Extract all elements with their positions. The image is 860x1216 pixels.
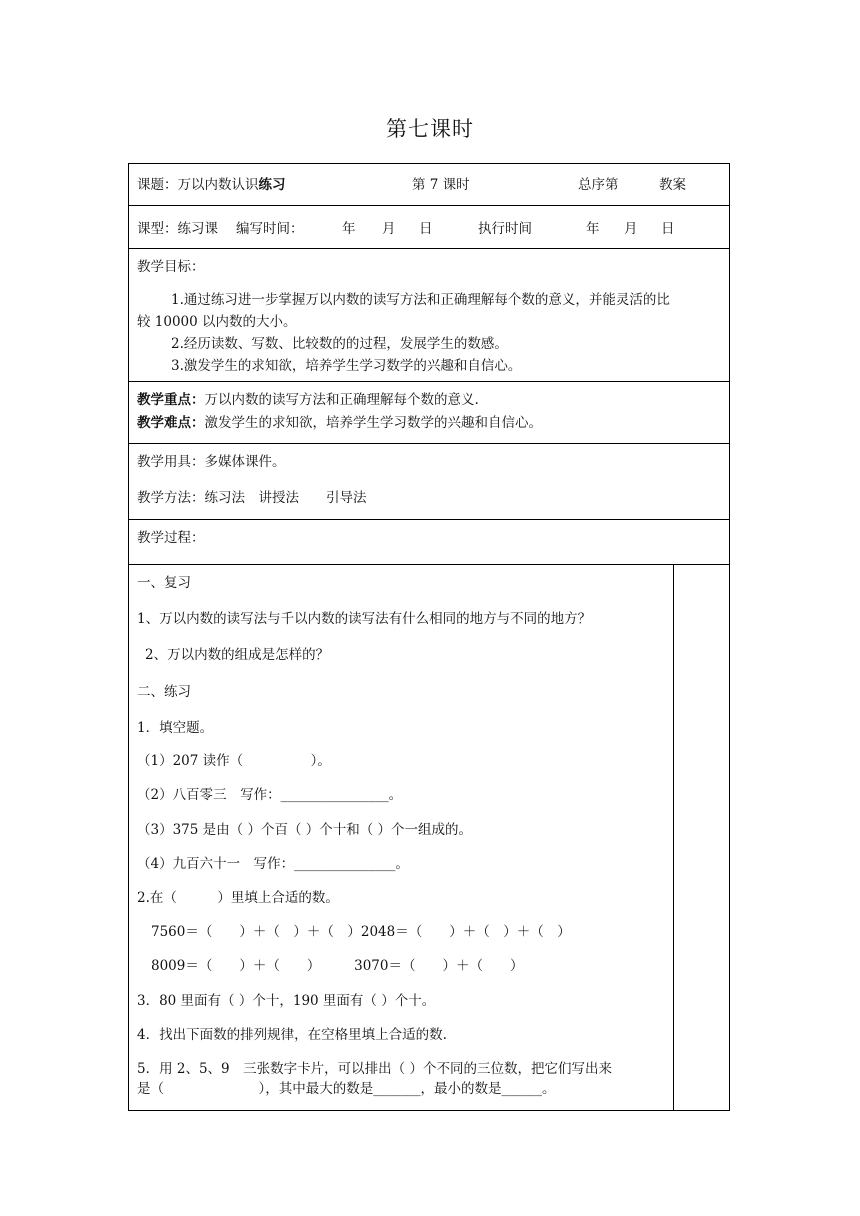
goals-label: 教学目标： [137,259,205,275]
difficult-point: 教学难点：激发学生的求知欲，培养学生学习数学的兴趣和自信心。 [137,415,542,431]
lesson-type: 课型：练习课 [137,221,218,237]
exercise-1: 1．填空题。 [137,720,214,736]
exec-day: 日 [661,221,675,237]
teaching-methods: 教学方法：练习法 讲授法 引导法 [137,490,367,506]
section-review: 一、复习 [137,575,191,591]
review-question-2: 2、万以内数的组成是怎样的？ [145,647,330,663]
lesson-plan-table [128,163,730,1111]
plan-label: 教案 [659,177,686,193]
goal-item-3: 3.激发学生的求知欲，培养学生学习数学的兴趣和自信心。 [171,358,522,374]
section-practice: 二、练习 [137,684,191,700]
write-time-label: 编写时间： [236,221,304,237]
exercise-2-line-1: 7560＝（ ）＋（ ）＋（ ）2048＝（ ）＋（ ）＋（ ） [151,924,571,940]
process-content [129,565,674,1110]
write-day: 日 [419,221,433,237]
goal-item-1b: 较 10000 以内数的大小。 [137,314,297,330]
exercise-1-4: （4）九百六十一 写作：_______________。 [137,856,409,872]
topic-label: 课题：万以内数认识练习 [137,177,286,193]
exercise-1-3: （3）375 是由（ ）个百（ ）个十和（ ）个一组成的。 [137,822,473,838]
goal-item-2: 2.经历读数、写数、比较数的的过程，发展学生的数感。 [171,336,508,352]
period-label: 第 7 课时 [412,177,470,193]
exercise-2-line-2: 8009＝（ ）＋（ ） 3070＝（ ）＋（ ） [151,958,524,974]
process-body-row [129,565,729,1110]
exercise-1-1: （1）207 读作（ ）。 [137,753,331,769]
write-year: 年 [342,221,356,237]
notes-column [674,565,729,1110]
exercise-1-2: （2）八百零三 写作：________________。 [137,787,403,803]
exercise-5-a: 5．用 2、5、9 三张数字卡片，可以排出（ ）个不同的三位数，把它们写出来 [137,1061,612,1077]
goals-row [129,249,729,382]
exec-month: 月 [624,221,638,237]
write-month: 月 [382,221,396,237]
goal-item-1a: 1.通过练习进一步掌握万以内数的读写方法和正确理解每个数的意义，并能灵活的比 [171,292,670,308]
serial-label: 总序第 [578,177,619,193]
exec-year: 年 [586,221,600,237]
header-row [129,164,729,206]
review-question-1: 1、万以内数的读写法与千以内数的读写法有什么相同的地方与不同的地方？ [137,611,592,627]
process-row [129,520,729,565]
exec-time-label: 执行时间 [478,221,532,237]
key-point: 教学重点：万以内数的读写方法和正确理解每个数的意义. [137,392,479,408]
process-label: 教学过程： [137,530,205,546]
tools-row [129,444,729,520]
teaching-tools: 教学用具：多媒体课件。 [137,454,286,470]
type-row [129,206,729,249]
exercise-3: 3．80 里面有（ ）个十，190 里面有（ ）个十。 [137,993,436,1009]
focus-row [129,382,729,444]
exercise-4: 4．找出下面数的排列规律，在空格里填上合适的数. [137,1027,447,1043]
exercise-5-b: 是（ ），其中最大的数是_______，最小的数是______。 [137,1081,556,1097]
exercise-2: 2.在（ ）里填上合适的数。 [137,890,339,906]
page-title: 第七课时 [386,117,474,141]
